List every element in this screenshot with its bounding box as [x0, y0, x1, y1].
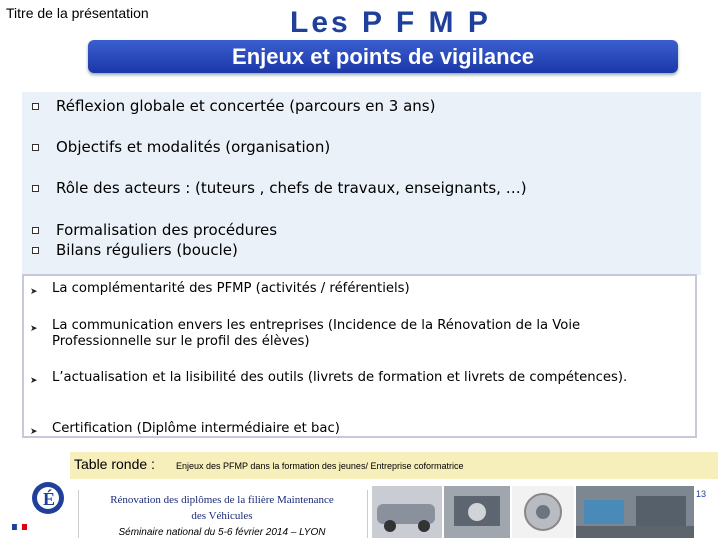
list-item-text: Réflexion globale et concertée (parcours en 3 ans) [56, 97, 436, 115]
list-item [32, 241, 238, 259]
list-item-text: L’actualisation et la lisibilité des outils (livrets de formation et livrets de compétences). [52, 370, 628, 385]
svg-text:É: É [43, 489, 56, 509]
footer-line-1: Rénovation des diplômes de la filière Maintenance [110, 494, 334, 506]
footer-line-3: Séminaire national du 5-6 février 2014 – LYON [118, 527, 326, 538]
slide-title: Les P F M P [290, 6, 491, 39]
table-ronde-label: Table ronde : [74, 456, 155, 472]
square-bullet-icon [32, 103, 39, 110]
section2-box [22, 274, 697, 438]
list-item-text: Rôle des acteurs : (tuteurs , chefs de travaux, enseignants, …) [56, 179, 527, 197]
list-item [32, 179, 527, 197]
subtitle-text: Enjeux et points de vigilance [232, 43, 534, 69]
brake-disc-photo-icon [512, 486, 574, 538]
vehicle-photo-icon [372, 486, 442, 538]
garage-photo-icon [576, 486, 694, 538]
marianne-logo-icon [10, 476, 72, 538]
arrow-bullet-icon: ➤ [30, 287, 38, 297]
table-ronde-text: Enjeux des PFMP dans la formation des jeunes/ Entreprise coformatrice [176, 461, 464, 471]
square-bullet-icon [32, 144, 39, 151]
square-bullet-icon [32, 227, 39, 234]
list-item-text: Objectifs et modalités (organisation) [56, 138, 331, 156]
page-number: 13 [696, 489, 707, 499]
section1-box [22, 92, 701, 275]
subtitle-banner [88, 40, 678, 73]
list-item [30, 421, 680, 440]
list-item-text: La complémentarité des PFMP (activités / référentiels) [52, 281, 410, 296]
list-item [32, 97, 435, 115]
list-item-text: Formalisation des procédures [56, 221, 278, 239]
arrow-bullet-icon: ➤ [30, 324, 38, 334]
list-item [30, 318, 680, 350]
list-item-text: Certification (Diplôme intermédiaire et bac) [52, 421, 340, 436]
presentation-title: Titre de la présentation [6, 5, 149, 21]
list-item [30, 281, 680, 300]
list-item-text: La communication envers les entreprises (Incidence de la Rénovation de la Voie Professionnelle sur le profil des élèves) [52, 318, 581, 349]
arrow-bullet-icon: ➤ [30, 427, 38, 437]
photo-strip [372, 486, 694, 538]
list-item [30, 370, 680, 389]
square-bullet-icon [32, 185, 39, 192]
table-ronde-bar [70, 452, 718, 479]
arrow-bullet-icon: ➤ [30, 376, 38, 386]
footer-line-2: des Véhicules [191, 510, 253, 522]
square-bullet-icon [32, 247, 39, 254]
list-item-text: Bilans réguliers (boucle) [56, 241, 238, 259]
list-item [32, 138, 330, 156]
list-item [32, 221, 277, 239]
ministry-logo [10, 476, 72, 538]
workshop-photo-icon [444, 486, 510, 538]
